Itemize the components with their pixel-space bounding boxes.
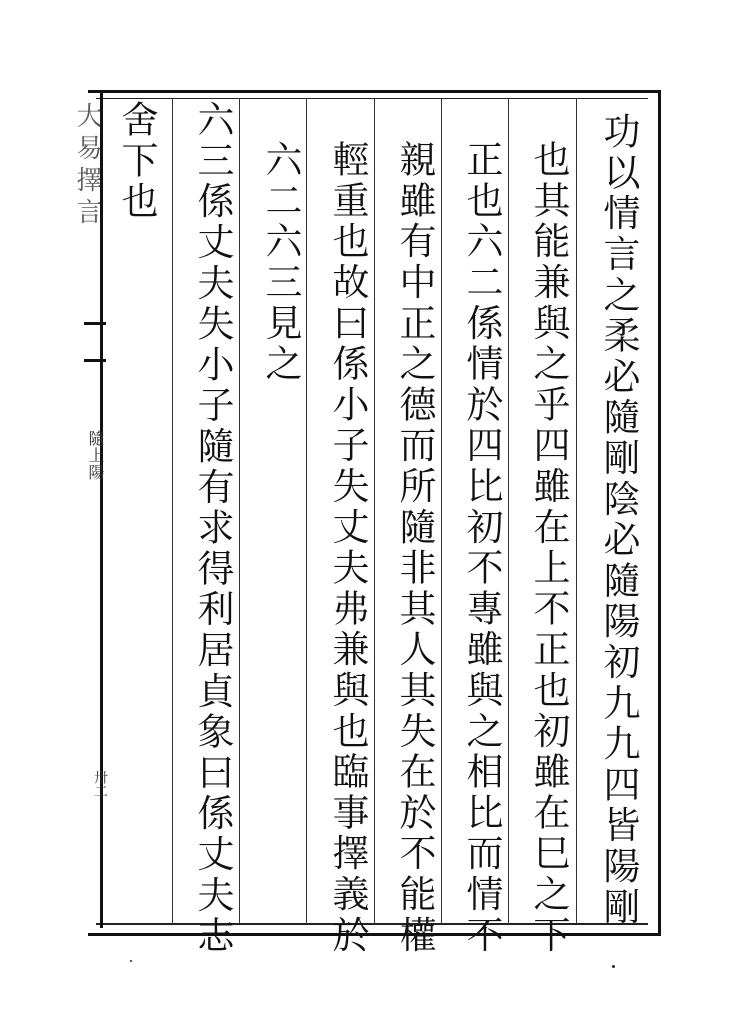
text-column-6: 六二六三見之	[259, 140, 302, 385]
text-column-2: 也其能兼與之乎四雖在上不正也初雖在巳之下	[527, 140, 570, 956]
text-column-1: 功以情言之柔必隨剛陰必隨陽初九九四皆陽剛	[597, 112, 640, 928]
ink-speck	[130, 960, 132, 962]
text-column-5: 輕重也故曰係小子失丈夫弗兼與也臨事擇義於	[326, 140, 369, 956]
book-title: 大易擇言	[72, 102, 102, 230]
text-column-3: 正也六二係情於四比初不專雖與之相比而情不	[460, 140, 503, 956]
column-rule	[508, 98, 509, 924]
text-column-8: 舍下也	[115, 100, 158, 223]
column-rule	[441, 98, 442, 924]
text-column-7: 六三係丈夫失小子隨有求得利居貞象曰係丈夫志	[191, 100, 234, 957]
fish-tail-mark	[84, 322, 106, 362]
column-rule	[239, 98, 240, 924]
page-number: 卅二	[92, 770, 108, 798]
section-label: 隨上陽	[86, 430, 105, 481]
column-rule	[172, 98, 173, 924]
column-rule	[576, 98, 577, 924]
column-rule	[374, 98, 375, 924]
ink-speck	[612, 965, 615, 968]
column-rule	[306, 98, 307, 924]
text-column-4: 親雖有中正之德而所隨非其人其失在於不能權	[393, 140, 436, 956]
